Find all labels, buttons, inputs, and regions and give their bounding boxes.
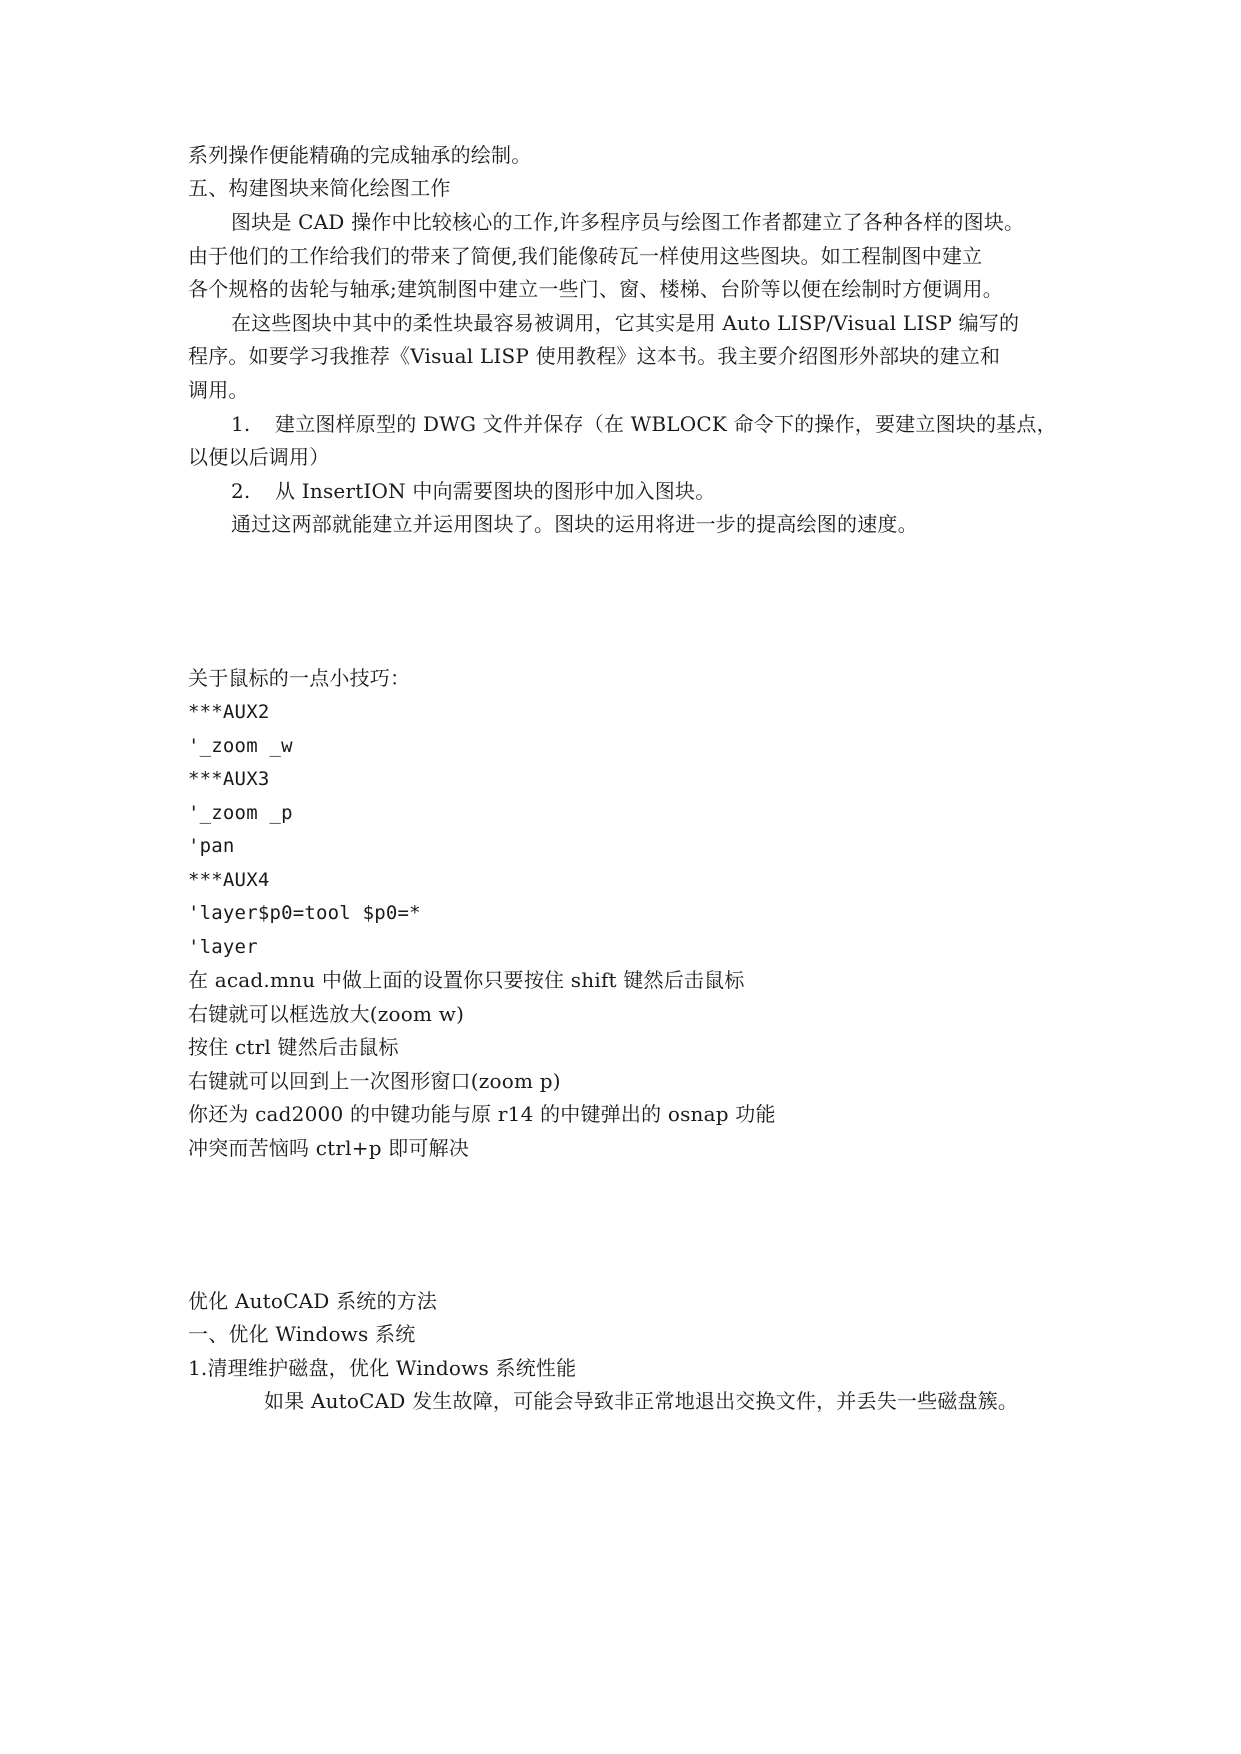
step-1-continuation: 以便以后调用）: [188, 445, 330, 469]
paragraph-line: 由于他们的工作给我们的带来了简便,我们能像砖瓦一样使用这些图块。如工程制图中建立: [188, 244, 983, 268]
tip-text-line: 右键就可以框选放大(zoom w): [188, 1002, 465, 1026]
mouse-tips-heading: 关于鼠标的一点小技巧：: [188, 666, 411, 690]
closing-paragraph: 通过这两部就能建立并运用图块了。图块的运用将进一步的提高绘图的速度。: [231, 512, 918, 536]
code-line: ***AUX4: [188, 869, 270, 891]
code-line: 'pan: [188, 835, 235, 857]
step-1: [231, 411, 1057, 437]
step-number: 2.: [231, 479, 251, 503]
step-2: [231, 478, 715, 504]
tip-text-line: 右键就可以回到上一次图形窗口(zoom p): [188, 1069, 561, 1093]
step-number: 1.: [231, 412, 251, 436]
code-line: ***AUX3: [188, 768, 270, 790]
paragraph-line: 程序。如要学习我推荐《Visual LISP 使用教程》这本书。我主要介绍图形外部块的建立和: [188, 344, 1001, 368]
subsection-heading: 1.清理维护磁盘，优化 Windows 系统性能: [188, 1356, 577, 1380]
code-line: '_zoom _w: [188, 735, 293, 757]
tip-text-line: 在 acad.mnu 中做上面的设置你只要按住 shift 键然后击鼠标: [188, 968, 745, 992]
paragraph-line: 图块是 CAD 操作中比较核心的工作,许多程序员与绘图工作者都建立了各种各样的图块。: [231, 210, 1025, 234]
code-line: ***AUX2: [188, 701, 270, 723]
tip-text-line: 按住 ctrl 键然后击鼠标: [188, 1035, 399, 1059]
tip-text-line: 冲突而苦恼吗 ctrl+p 即可解决: [188, 1136, 470, 1160]
body-paragraph: 如果 AutoCAD 发生故障，可能会导致非正常地退出交换文件，并丢失一些磁盘簇。: [264, 1389, 1019, 1413]
code-line: 'layer$p0=tool $p0=*: [188, 902, 421, 924]
paragraph-line: 在这些图块中其中的柔性块最容易被调用，它其实是用 Auto LISP/Visual LISP 编写的: [231, 311, 1020, 335]
section-heading-1: 一、优化 Windows 系统: [188, 1322, 416, 1346]
code-line: '_zoom _p: [188, 802, 293, 824]
optimization-title: 优化 AutoCAD 系统的方法: [188, 1289, 438, 1313]
tip-text-line: 你还为 cad2000 的中键功能与原 r14 的中键弹出的 osnap 功能: [188, 1102, 776, 1126]
paragraph-line: 调用。: [188, 378, 249, 402]
section-heading-5: 五、构建图块来简化绘图工作: [188, 176, 451, 200]
code-line: 'layer: [188, 936, 258, 958]
step-text: 建立图样原型的 DWG 文件并保存（在 WBLOCK 命令下的操作，要建立图块的基点，: [275, 412, 1057, 436]
step-text: 从 InsertION 中向需要图块的图形中加入图块。: [275, 479, 716, 503]
paragraph-line: 各个规格的齿轮与轴承;建筑制图中建立一些门、窗、楼梯、台阶等以便在绘制时方便调用。: [188, 277, 1003, 301]
continuation-text: 系列操作便能精确的完成轴承的绘制。: [188, 143, 532, 167]
